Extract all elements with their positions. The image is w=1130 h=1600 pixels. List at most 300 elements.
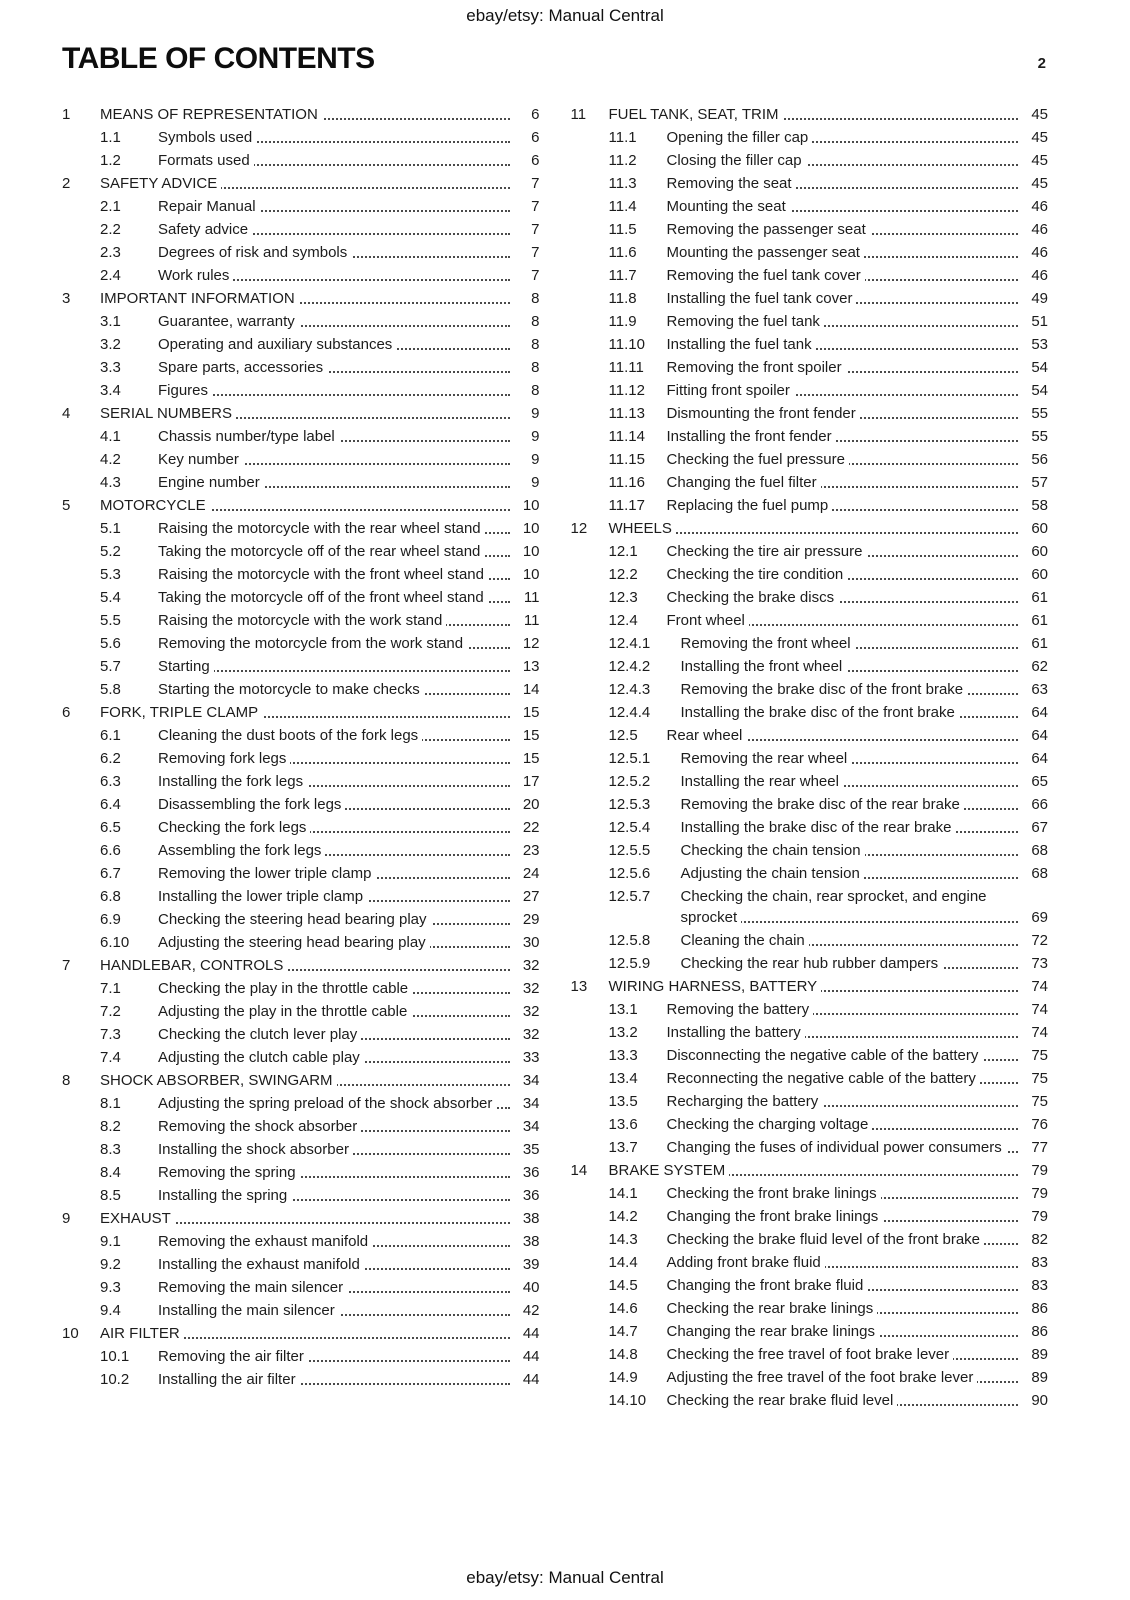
toc-entry-number: 11.15 xyxy=(609,449,667,470)
toc-entry-page: 55 xyxy=(1020,426,1048,447)
page-title: TABLE OF CONTENTS xyxy=(62,42,375,75)
toc-entry-title: Symbols used xyxy=(158,127,512,148)
toc-entry-page: 15 xyxy=(512,702,540,723)
toc-entry-title: Removing the brake disc of the rear brake xyxy=(681,794,1021,815)
toc-entry-number: 5.1 xyxy=(100,518,158,539)
toc-row xyxy=(571,334,1049,355)
toc-entry-page: 53 xyxy=(1020,334,1048,355)
toc-entry-number: 9 xyxy=(62,1208,100,1229)
toc-entry-number: 6.4 xyxy=(100,794,158,815)
toc-entry-page: 66 xyxy=(1020,794,1048,815)
toc-entry-title: Mounting the seat xyxy=(667,196,1021,217)
toc-entry-title: Installing the spring xyxy=(158,1185,512,1206)
toc-entry-page: 11 xyxy=(512,610,540,631)
toc-row xyxy=(62,1254,540,1275)
toc-row xyxy=(62,702,540,723)
toc-entry-number: 5.3 xyxy=(100,564,158,585)
toc-entry-page: 8 xyxy=(512,357,540,378)
toc-entry-number: 14.4 xyxy=(609,1252,667,1273)
toc-entry-number: 2.1 xyxy=(100,196,158,217)
toc-entry-page: 44 xyxy=(512,1369,540,1390)
toc-row xyxy=(571,794,1049,815)
title-row xyxy=(62,42,1046,76)
toc-entry-title: Formats used xyxy=(158,150,512,171)
toc-entry-page: 61 xyxy=(1020,633,1048,654)
toc-entry-number: 10.1 xyxy=(100,1346,158,1367)
toc-entry-page: 74 xyxy=(1020,976,1048,997)
toc-row xyxy=(62,1001,540,1022)
toc-entry-page: 45 xyxy=(1020,173,1048,194)
toc-entry-number: 7 xyxy=(62,955,100,976)
footer-site-label: ebay/etsy: Manual Central xyxy=(466,1568,664,1587)
toc-entry-page: 75 xyxy=(1020,1068,1048,1089)
toc-entry-number: 8.3 xyxy=(100,1139,158,1160)
toc-entry-title: Removing the spring xyxy=(158,1162,512,1183)
toc-entry-number: 12.5.2 xyxy=(609,771,681,792)
toc-row xyxy=(571,1344,1049,1365)
toc-entry-page: 40 xyxy=(512,1277,540,1298)
toc-row xyxy=(62,1185,540,1206)
toc-row xyxy=(571,725,1049,746)
toc-entry-number: 5 xyxy=(62,495,100,516)
toc-entry-title: Installing the main silencer xyxy=(158,1300,512,1321)
toc-entry-number: 2.2 xyxy=(100,219,158,240)
toc-entry-number: 14 xyxy=(571,1160,609,1181)
toc-row xyxy=(62,794,540,815)
toc-entry-number: 11.7 xyxy=(609,265,667,286)
toc-entry-title: Chassis number/type label xyxy=(158,426,512,447)
toc-entry-title: Adjusting the play in the throttle cable xyxy=(158,1001,512,1022)
toc-entry-title: Engine number xyxy=(158,472,512,493)
toc-row xyxy=(571,702,1049,723)
toc-row xyxy=(62,242,540,263)
toc-entry-page: 44 xyxy=(512,1323,540,1344)
toc-entry-title: Key number xyxy=(158,449,512,470)
toc-entry-number: 14.7 xyxy=(609,1321,667,1342)
toc-row xyxy=(62,357,540,378)
toc-entry-number: 1 xyxy=(62,104,100,125)
toc-entry-page: 9 xyxy=(512,426,540,447)
toc-entry-title: Raising the motorcycle with the work stand xyxy=(158,610,512,631)
toc-row xyxy=(571,1183,1049,1204)
toc-entry-title: Operating and auxiliary substances xyxy=(158,334,512,355)
toc-entry-number: 12.4 xyxy=(609,610,667,631)
toc-entry-number: 3.2 xyxy=(100,334,158,355)
toc-entry-title: Removing the seat xyxy=(667,173,1021,194)
toc-row xyxy=(62,817,540,838)
toc-entry-page: 44 xyxy=(512,1346,540,1367)
toc-entry-page: 86 xyxy=(1020,1298,1048,1319)
toc-row xyxy=(571,748,1049,769)
toc-row xyxy=(62,127,540,148)
toc-row xyxy=(571,1022,1049,1043)
toc-entry-page: 79 xyxy=(1020,1183,1048,1204)
toc-entry-title: Changing the fuel filter xyxy=(667,472,1021,493)
toc-entry-title: Work rules xyxy=(158,265,512,286)
toc-entry-number: 11.1 xyxy=(609,127,667,148)
toc-entry-title: Installing the brake disc of the front brake xyxy=(681,702,1021,723)
toc-row xyxy=(571,886,1049,928)
toc-entry-number: 12.5.7 xyxy=(609,886,681,907)
toc-entry-number: 13.2 xyxy=(609,1022,667,1043)
toc-entry-page: 46 xyxy=(1020,219,1048,240)
toc-row xyxy=(62,1300,540,1321)
toc-row xyxy=(62,1162,540,1183)
toc-entry-title: Starting the motorcycle to make checks xyxy=(158,679,512,700)
toc-row xyxy=(571,173,1049,194)
toc-entry-page: 32 xyxy=(512,1024,540,1045)
toc-row xyxy=(571,150,1049,171)
toc-row xyxy=(571,1298,1049,1319)
toc-row xyxy=(62,725,540,746)
toc-entry-title: Disassembling the fork legs xyxy=(158,794,512,815)
toc-row xyxy=(62,1231,540,1252)
toc-entry-page: 56 xyxy=(1020,449,1048,470)
toc-row xyxy=(62,1323,540,1344)
toc-entry-number: 5.2 xyxy=(100,541,158,562)
toc-entry-page: 7 xyxy=(512,242,540,263)
toc-entry-title: Installing the exhaust manifold xyxy=(158,1254,512,1275)
toc-row xyxy=(571,1091,1049,1112)
toc-entry-title: Opening the filler cap xyxy=(667,127,1021,148)
toc-entry-number: 13.1 xyxy=(609,999,667,1020)
toc-entry-title: Changing the fuses of individual power consumers xyxy=(667,1137,1021,1158)
toc-entry-title: Taking the motorcycle off of the rear wheel stand xyxy=(158,541,512,562)
toc-entry-number: 11.11 xyxy=(609,357,667,378)
toc-row xyxy=(62,449,540,470)
toc-entry-title: HANDLEBAR, CONTROLS xyxy=(100,955,512,976)
toc-entry-page: 23 xyxy=(512,840,540,861)
page-number: 2 xyxy=(1037,55,1046,72)
toc-entry-title: Checking the brake fluid level of the front brake xyxy=(667,1229,1021,1250)
toc-entry-page: 22 xyxy=(512,817,540,838)
toc-entry-title: Raising the motorcycle with the front wheel stand xyxy=(158,564,512,585)
toc-row xyxy=(571,403,1049,424)
toc-entry-number: 6.3 xyxy=(100,771,158,792)
toc-entry-page: 60 xyxy=(1020,518,1048,539)
toc-entry-number: 12.1 xyxy=(609,541,667,562)
toc-entry-number: 13.3 xyxy=(609,1045,667,1066)
toc-entry-page: 75 xyxy=(1020,1091,1048,1112)
toc-entry-title: AIR FILTER xyxy=(100,1323,512,1344)
toc-entry-title: Removing the shock absorber xyxy=(158,1116,512,1137)
toc-entry-title: Installing the front fender xyxy=(667,426,1021,447)
toc-entry-page: 67 xyxy=(1020,817,1048,838)
toc-entry-number: 5.5 xyxy=(100,610,158,631)
toc-entry-page: 34 xyxy=(512,1116,540,1137)
toc-entry-title: Installing the brake disc of the rear brake xyxy=(681,817,1021,838)
toc-row xyxy=(571,265,1049,286)
toc-row xyxy=(62,886,540,907)
toc-entry-title: Checking the rear brake linings xyxy=(667,1298,1021,1319)
toc-entry-page: 7 xyxy=(512,196,540,217)
toc-row xyxy=(571,357,1049,378)
toc-entry-title: Changing the front brake linings xyxy=(667,1206,1021,1227)
toc-entry-page: 7 xyxy=(512,265,540,286)
toc-entry-title: IMPORTANT INFORMATION xyxy=(100,288,512,309)
toc-row xyxy=(62,495,540,516)
toc-row xyxy=(571,196,1049,217)
toc-entry-title: Checking the rear brake fluid level xyxy=(667,1390,1021,1411)
toc-entry-number: 12.4.4 xyxy=(609,702,681,723)
toc-entry-number: 7.2 xyxy=(100,1001,158,1022)
toc-entry-number: 6.2 xyxy=(100,748,158,769)
toc-entry-title: Installing the shock absorber xyxy=(158,1139,512,1160)
toc-entry-page: 46 xyxy=(1020,265,1048,286)
toc-entry-title: Removing the front spoiler xyxy=(667,357,1021,378)
toc-entry-number: 12.5.1 xyxy=(609,748,681,769)
toc-entry-title: Checking the fuel pressure xyxy=(667,449,1021,470)
toc-entry-page: 79 xyxy=(1020,1160,1048,1181)
toc-row xyxy=(62,1369,540,1390)
toc-row xyxy=(571,610,1049,631)
toc-entry-page: 73 xyxy=(1020,953,1048,974)
toc-entry-number: 6.7 xyxy=(100,863,158,884)
toc-entry-title: Removing the main silencer xyxy=(158,1277,512,1298)
toc-entry-number: 3 xyxy=(62,288,100,309)
toc-entry-page: 83 xyxy=(1020,1275,1048,1296)
toc-row xyxy=(571,1321,1049,1342)
toc-entry-number: 7.3 xyxy=(100,1024,158,1045)
toc-entry-page: 10 xyxy=(512,541,540,562)
toc-entry-number: 2.4 xyxy=(100,265,158,286)
toc-entry-title: Raising the motorcycle with the rear wheel stand xyxy=(158,518,512,539)
toc-row xyxy=(62,1047,540,1068)
toc-entry-page: 54 xyxy=(1020,380,1048,401)
toc-entry-page: 15 xyxy=(512,748,540,769)
toc-row xyxy=(62,587,540,608)
toc-row xyxy=(62,610,540,631)
toc-entry-number: 6.5 xyxy=(100,817,158,838)
toc-entry-number: 11.10 xyxy=(609,334,667,355)
toc-entry-page: 12 xyxy=(512,633,540,654)
toc-row xyxy=(62,564,540,585)
toc-entry-number: 12 xyxy=(571,518,609,539)
toc-entry-number: 6.10 xyxy=(100,932,158,953)
toc-entry-title: Removing the lower triple clamp xyxy=(158,863,512,884)
toc-entry-title: Removing the fuel tank cover xyxy=(667,265,1021,286)
toc-entry-title: Checking the free travel of foot brake lever xyxy=(667,1344,1021,1365)
toc-entry-page: 60 xyxy=(1020,564,1048,585)
toc-entry-page: 13 xyxy=(512,656,540,677)
toc-entry-title: BRAKE SYSTEM xyxy=(609,1160,1021,1181)
toc-entry-page: 29 xyxy=(512,909,540,930)
toc-entry-title: Removing the brake disc of the front brake xyxy=(681,679,1021,700)
toc-entry-number: 11.9 xyxy=(609,311,667,332)
toc-row xyxy=(62,380,540,401)
toc-content xyxy=(62,104,1048,1413)
toc-row xyxy=(62,1070,540,1091)
toc-entry-number: 13.6 xyxy=(609,1114,667,1135)
toc-entry-number: 14.1 xyxy=(609,1183,667,1204)
toc-entry-number: 12.4.3 xyxy=(609,679,681,700)
toc-row xyxy=(571,1114,1049,1135)
toc-entry-number: 8.4 xyxy=(100,1162,158,1183)
toc-entry-page: 9 xyxy=(512,403,540,424)
toc-entry-page: 32 xyxy=(512,1001,540,1022)
toc-entry-number: 11.2 xyxy=(609,150,667,171)
toc-entry-number: 6.6 xyxy=(100,840,158,861)
header-site-label: ebay/etsy: Manual Central xyxy=(466,6,664,25)
toc-row xyxy=(571,380,1049,401)
toc-entry-number: 8.1 xyxy=(100,1093,158,1114)
toc-entry-page: 38 xyxy=(512,1208,540,1229)
toc-entry-number: 2.3 xyxy=(100,242,158,263)
toc-entry-page: 30 xyxy=(512,932,540,953)
toc-entry-title: SAFETY ADVICE xyxy=(100,173,512,194)
toc-entry-number: 6 xyxy=(62,702,100,723)
toc-entry-page: 65 xyxy=(1020,771,1048,792)
toc-entry-title: Removing the battery xyxy=(667,999,1021,1020)
toc-entry-page: 89 xyxy=(1020,1367,1048,1388)
toc-entry-number: 3.4 xyxy=(100,380,158,401)
toc-entry-title: WIRING HARNESS, BATTERY xyxy=(609,976,1021,997)
toc-entry-number: 4.2 xyxy=(100,449,158,470)
toc-entry-number: 3.3 xyxy=(100,357,158,378)
toc-entry-title: Front wheel xyxy=(667,610,1021,631)
toc-entry-page: 75 xyxy=(1020,1045,1048,1066)
toc-entry-title: Starting xyxy=(158,656,512,677)
toc-entry-page: 7 xyxy=(512,173,540,194)
toc-entry-title: Installing the fuel tank xyxy=(667,334,1021,355)
toc-entry-title: Mounting the passenger seat xyxy=(667,242,1021,263)
toc-entry-page: 79 xyxy=(1020,1206,1048,1227)
toc-row xyxy=(571,1068,1049,1089)
toc-entry-number: 11.14 xyxy=(609,426,667,447)
toc-entry-number: 12.4.1 xyxy=(609,633,681,654)
toc-entry-page: 20 xyxy=(512,794,540,815)
toc-entry-page: 68 xyxy=(1020,840,1048,861)
toc-entry-page: 45 xyxy=(1020,104,1048,125)
toc-row xyxy=(571,1367,1049,1388)
toc-entry-number: 1.2 xyxy=(100,150,158,171)
toc-entry-page: 45 xyxy=(1020,127,1048,148)
toc-entry-number: 3.1 xyxy=(100,311,158,332)
toc-entry-title: Removing the front wheel xyxy=(681,633,1021,654)
toc-row xyxy=(571,472,1049,493)
toc-entry-title: Cleaning the chain xyxy=(681,930,1021,951)
toc-entry-number: 8.5 xyxy=(100,1185,158,1206)
toc-entry-page: 9 xyxy=(512,472,540,493)
toc-entry-title: Cleaning the dust boots of the fork legs xyxy=(158,725,512,746)
toc-row xyxy=(571,104,1049,125)
toc-entry-title: Installing the lower triple clamp xyxy=(158,886,512,907)
toc-entry-page: 34 xyxy=(512,1093,540,1114)
toc-entry-title: Checking the front brake linings xyxy=(667,1183,1021,1204)
toc-row xyxy=(62,265,540,286)
toc-row xyxy=(62,150,540,171)
toc-entry-title: Spare parts, accessories xyxy=(158,357,512,378)
toc-row xyxy=(571,930,1049,951)
toc-entry-number: 11.16 xyxy=(609,472,667,493)
toc-entry-title: Removing the fuel tank xyxy=(667,311,1021,332)
toc-entry-page: 86 xyxy=(1020,1321,1048,1342)
toc-entry-number: 14.5 xyxy=(609,1275,667,1296)
toc-row xyxy=(571,817,1049,838)
toc-entry-number: 14.8 xyxy=(609,1344,667,1365)
toc-entry-number: 12.3 xyxy=(609,587,667,608)
toc-row xyxy=(571,426,1049,447)
toc-row xyxy=(62,1277,540,1298)
toc-entry-number: 9.4 xyxy=(100,1300,158,1321)
toc-row xyxy=(571,1390,1049,1411)
toc-entry-page: 46 xyxy=(1020,196,1048,217)
toc-row xyxy=(571,311,1049,332)
toc-entry-title: Guarantee, warranty xyxy=(158,311,512,332)
toc-entry-number: 9.3 xyxy=(100,1277,158,1298)
toc-entry-title: SHOCK ABSORBER, SWINGARM xyxy=(100,1070,512,1091)
toc-row xyxy=(62,840,540,861)
toc-entry-title: Checking the clutch lever play xyxy=(158,1024,512,1045)
toc-entry-number: 14.2 xyxy=(609,1206,667,1227)
toc-entry-number: 14.6 xyxy=(609,1298,667,1319)
toc-entry-title: Removing fork legs xyxy=(158,748,512,769)
toc-row xyxy=(62,104,540,125)
toc-entry-number: 5.7 xyxy=(100,656,158,677)
toc-entry-number: 13.4 xyxy=(609,1068,667,1089)
toc-entry-number: 12.5.3 xyxy=(609,794,681,815)
toc-entry-page: 42 xyxy=(512,1300,540,1321)
toc-entry-page: 64 xyxy=(1020,702,1048,723)
toc-entry-page: 45 xyxy=(1020,150,1048,171)
toc-entry-page: 32 xyxy=(512,955,540,976)
toc-row xyxy=(62,219,540,240)
toc-entry-title: Removing the exhaust manifold xyxy=(158,1231,512,1252)
toc-entry-number: 6.9 xyxy=(100,909,158,930)
toc-entry-page: 90 xyxy=(1020,1390,1048,1411)
toc-entry-number: 6.1 xyxy=(100,725,158,746)
toc-entry-number: 11.17 xyxy=(609,495,667,516)
toc-entry-number: 5.4 xyxy=(100,587,158,608)
toc-row xyxy=(62,1208,540,1229)
toc-entry-number: 11.13 xyxy=(609,403,667,424)
toc-row xyxy=(571,1229,1049,1250)
toc-entry-number: 4 xyxy=(62,403,100,424)
toc-row xyxy=(62,1346,540,1367)
toc-row xyxy=(62,403,540,424)
toc-entry-title: Adjusting the clutch cable play xyxy=(158,1047,512,1068)
toc-entry-number: 9.2 xyxy=(100,1254,158,1275)
toc-entry-title: Assembling the fork legs xyxy=(158,840,512,861)
toc-entry-page: 32 xyxy=(512,978,540,999)
toc-row xyxy=(62,909,540,930)
toc-entry-title: FUEL TANK, SEAT, TRIM xyxy=(609,104,1021,125)
toc-row xyxy=(571,1206,1049,1227)
toc-entry-number: 13.5 xyxy=(609,1091,667,1112)
toc-entry-page: 89 xyxy=(1020,1344,1048,1365)
toc-entry-number: 13 xyxy=(571,976,609,997)
toc-row xyxy=(62,173,540,194)
toc-entry-page: 34 xyxy=(512,1070,540,1091)
toc-entry-title: Adjusting the steering head bearing play xyxy=(158,932,512,953)
toc-row xyxy=(62,1024,540,1045)
toc-entry-title: Checking the chain tension xyxy=(681,840,1021,861)
toc-row xyxy=(571,1045,1049,1066)
toc-entry-title: FORK, TRIPLE CLAMP xyxy=(100,702,512,723)
toc-entry-number: 7.4 xyxy=(100,1047,158,1068)
toc-entry-number: 11.6 xyxy=(609,242,667,263)
toc-row xyxy=(62,1093,540,1114)
toc-entry-page: 68 xyxy=(1020,863,1048,884)
toc-entry-number: 12.5.8 xyxy=(609,930,681,951)
toc-entry-page: 6 xyxy=(512,104,540,125)
toc-row xyxy=(62,472,540,493)
toc-entry-number: 5.8 xyxy=(100,679,158,700)
toc-entry-title: Checking the brake discs xyxy=(667,587,1021,608)
toc-row xyxy=(571,999,1049,1020)
toc-entry-number: 1.1 xyxy=(100,127,158,148)
toc-row xyxy=(571,127,1049,148)
